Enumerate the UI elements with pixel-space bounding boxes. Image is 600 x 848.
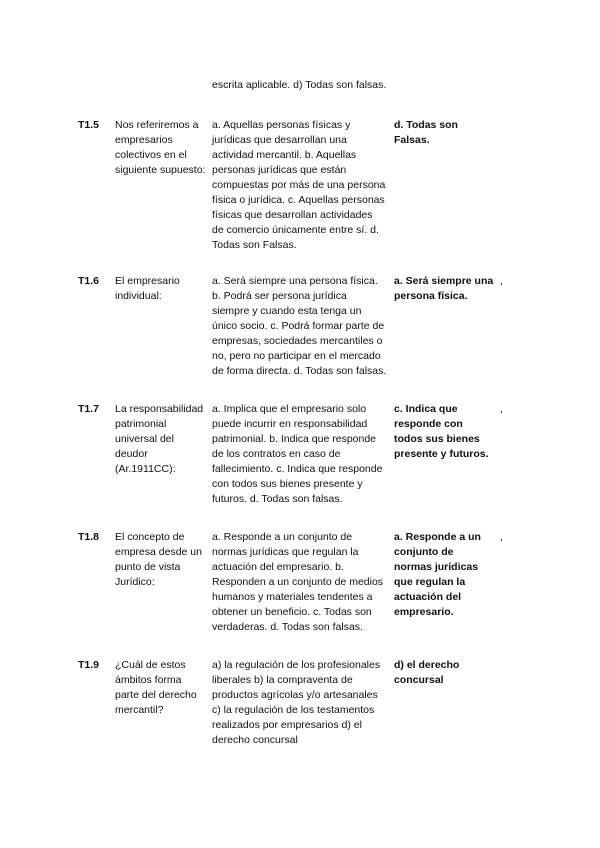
question-text: El concepto de empresa desde un punto de vista Jurídico: [115,531,202,588]
answer-text: a. Responde a un conjunto de normas jurídicas que regulan la actuación del empresario. [394,531,481,618]
answer-text: c. Indica que responde con todos sus bienes presente y futuros. [394,403,489,460]
question-id: T1.7 [78,403,100,415]
question-options: a) la regulación de los profesionales liberales b) la compraventa de productos agrícolas y/o artesanales c) la regulación de los testamentos realizados por empresarios d) el derecho concursal [212,659,381,746]
answer-text: a. Será siempre una persona física. [394,275,494,302]
row-mark: , [500,275,503,287]
answer-text: d. Todas son Falsas. [394,119,458,146]
question-text: ¿Cuál de estos ámbitos forma parte del derecho mercantil? [115,659,197,716]
question-options: a. Será siempre una persona física. b. Podrá ser persona jurídica siempre y cuando esta tenga un único socio. c. Podrá formar parte de empresas, sociedades mercantiles o no, pero no participar en el mercado de forma directa. d. Todas son falsas. [212,275,387,377]
continuation-text: escrita aplicable. d) Todas son falsas. [212,79,387,91]
question-id: T1.6 [78,275,100,287]
row-mark: , [500,531,503,543]
question-options: a. Responde a un conjunto de normas jurídicas que regulan la actuación del empresario. b. Responden a un conjunto de medios humanos y materiales tendentes a obtener un beneficio. c. Todas son verdaderas. d. Todas son falsas. [212,531,384,633]
question-options: a. Aquellas personas físicas y jurídicas que desarrollan una actividad mercantil. b. Aquellas personas jurídicas que están compuestas por más de una persona física o jurídica. c. Aquellas personas físicas que desarrollan actividades de comercio únicamente entre sí. d. Todas son Falsas. [212,119,386,251]
row-mark: , [500,403,503,415]
question-text: Nos referiremos a empresarios colectivos en el siguiente supuesto: [115,119,206,176]
question-options: a. Implica que el empresario solo puede incurrir en responsabilidad patrimonial. b. Indica que responde de los contratos en caso de fallecimiento. c. Indica que responde con todos sus bienes presente y futuros. d. Todas son falsas. [212,403,383,505]
question-id: T1.9 [78,659,100,671]
question-text: La responsabilidad patrimonial universal del deudor (Ar.1911CC): [115,403,204,475]
question-id: T1.5 [78,119,100,131]
answer-text: d) el derecho concursal [394,659,460,686]
question-text: El empresario individual: [115,275,180,302]
question-id: T1.8 [78,531,100,543]
